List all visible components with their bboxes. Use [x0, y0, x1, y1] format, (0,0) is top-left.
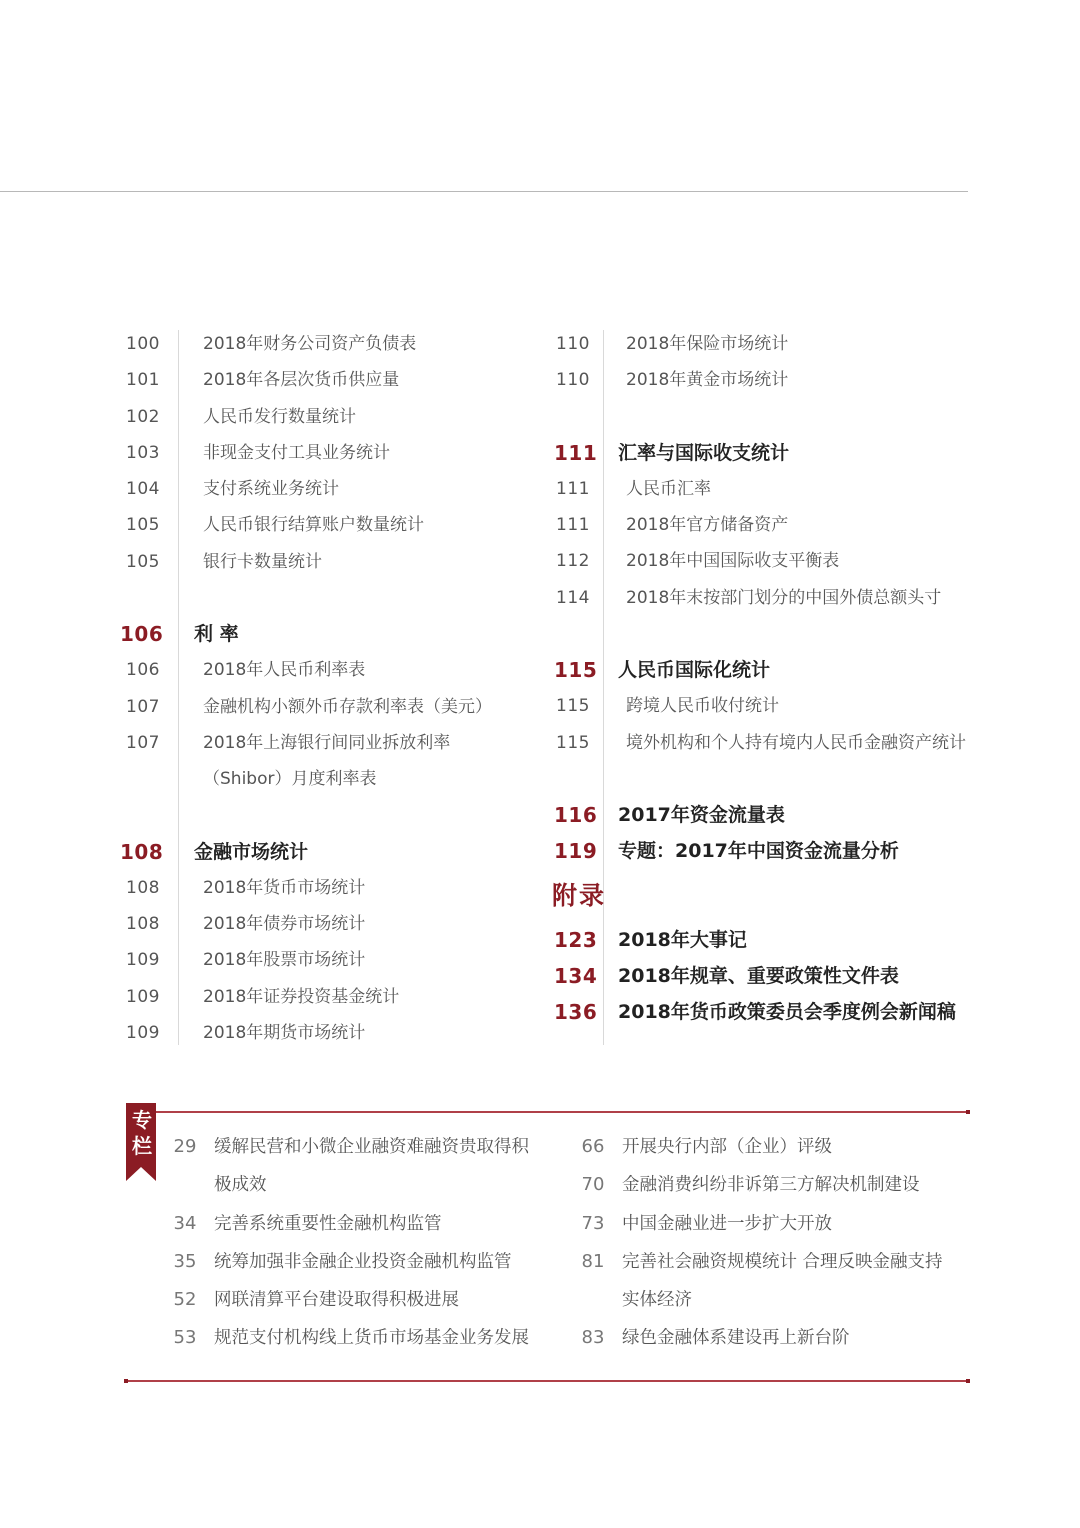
- toc-section-heading[interactable]: [548, 922, 988, 958]
- section-title: 金融市场统计: [194, 840, 309, 863]
- toc-section-heading[interactable]: [548, 652, 988, 688]
- toc-section-heading[interactable]: [548, 958, 988, 994]
- toc-entry[interactable]: [118, 761, 548, 797]
- entry-title: 2018年中国国际收支平衡表: [626, 551, 840, 572]
- toc-entry[interactable]: [118, 471, 548, 507]
- page-number: 104: [126, 479, 160, 500]
- page-number: 108: [126, 877, 160, 898]
- toc-entry[interactable]: [548, 688, 988, 724]
- toc-entry[interactable]: [118, 399, 548, 435]
- page-number: 103: [126, 442, 160, 463]
- toc-column-right: [548, 326, 988, 1030]
- page-number: 115: [554, 658, 598, 683]
- entry-title: 非现金支付工具业务统计: [203, 442, 390, 463]
- page-number: 83: [581, 1327, 605, 1349]
- toc-entry[interactable]: [548, 507, 988, 543]
- entry-title: 完善社会融资规模统计 合理反映金融支持: [622, 1251, 943, 1272]
- page-number: 112: [556, 551, 590, 572]
- page-number: 109: [126, 1023, 160, 1044]
- page-number: 107: [126, 696, 160, 717]
- toc-entry[interactable]: [118, 870, 548, 906]
- page-number: 105: [126, 515, 160, 536]
- toc-entry[interactable]: [118, 689, 548, 725]
- page-number: 35: [173, 1250, 197, 1272]
- toc-entry[interactable]: [548, 362, 988, 398]
- toc-section-heading[interactable]: [548, 797, 988, 833]
- entry-title: 实体经济: [622, 1290, 692, 1311]
- page-number: 81: [581, 1250, 605, 1272]
- top-divider: [0, 191, 968, 192]
- page-number: 111: [556, 515, 590, 536]
- entry-title: 2018年财务公司资产负债表: [203, 334, 417, 354]
- toc-entry[interactable]: [548, 471, 988, 507]
- entry-title: 2018年官方储备资产: [626, 515, 789, 536]
- entry-title: 境外机构和个人持有境内人民币金融资产统计: [626, 732, 966, 753]
- page-number: 105: [126, 551, 160, 572]
- entry-title: 人民币银行结算账户数量统计: [203, 515, 424, 536]
- entry-title: 人民币汇率: [626, 478, 711, 499]
- entry-title: 2018年期货市场统计: [203, 1023, 366, 1044]
- page-number: 106: [126, 660, 160, 681]
- special-column-top-rule: [126, 1111, 968, 1113]
- entry-title: 极成效: [214, 1175, 267, 1196]
- page-number: 34: [173, 1212, 197, 1234]
- entry-title: 2018年债券市场统计: [203, 914, 366, 935]
- page-number: 136: [554, 1000, 598, 1025]
- toc-entry[interactable]: [118, 544, 548, 580]
- toc-section-heading[interactable]: [548, 833, 988, 869]
- entry-title: 开展央行内部（企业）评级: [622, 1137, 832, 1157]
- toc-entry[interactable]: [548, 543, 988, 579]
- page-number: 102: [126, 406, 160, 427]
- section-title: 专题：2017年中国资金流量分析: [618, 840, 899, 863]
- page-number: 101: [126, 370, 160, 391]
- section-title: 利 率: [194, 623, 239, 646]
- page-number: 70: [581, 1174, 605, 1196]
- entry-title: 2018年末按部门划分的中国外债总额头寸: [626, 587, 942, 608]
- appendix-title: 附录: [552, 880, 607, 910]
- page-number: 115: [556, 696, 590, 717]
- entry-title: 2018年货币市场统计: [203, 877, 366, 898]
- toc-section-heading[interactable]: [118, 616, 548, 652]
- page-number: 100: [126, 334, 160, 354]
- entry-title: 缓解民营和小微企业融资难融资贵取得积: [214, 1137, 529, 1157]
- entry-title: 2018年保险市场统计: [626, 334, 789, 354]
- toc-entry[interactable]: [118, 725, 548, 761]
- toc-entry[interactable]: [118, 652, 548, 688]
- page-number: 123: [554, 927, 598, 952]
- toc-entry[interactable]: [118, 979, 548, 1015]
- page-number: 109: [126, 986, 160, 1007]
- page-number: 53: [173, 1327, 197, 1349]
- section-title: 2018年货币政策委员会季度例会新闻稿: [618, 1001, 956, 1024]
- page-number: 106: [120, 622, 164, 647]
- entry-title: 网联清算平台建设取得积极进展: [214, 1290, 459, 1311]
- entry-title: 支付系统业务统计: [203, 479, 339, 500]
- page-number: 111: [556, 478, 590, 499]
- toc-entry[interactable]: [118, 362, 548, 398]
- toc-entry[interactable]: [118, 942, 548, 978]
- entry-title: 2018年股票市场统计: [203, 950, 366, 971]
- section-title: 人民币国际化统计: [618, 659, 771, 682]
- entry-title: 人民币发行数量统计: [203, 406, 356, 427]
- toc-entry[interactable]: [118, 435, 548, 471]
- section-title: 2018年规章、重要政策性文件表: [618, 964, 899, 987]
- page-number: 66: [581, 1136, 605, 1157]
- appendix-heading: [548, 870, 988, 922]
- page-number: 107: [126, 732, 160, 753]
- page-number: 116: [554, 802, 598, 827]
- page-number: 114: [556, 587, 590, 608]
- toc-entry[interactable]: [548, 326, 988, 362]
- toc-entry[interactable]: [118, 1015, 548, 1051]
- toc-section-heading[interactable]: [548, 435, 988, 471]
- special-column-bottom-rule: [126, 1380, 968, 1382]
- toc-section-heading[interactable]: [548, 994, 988, 1030]
- entry-title: 金融消费纠纷非诉第三方解决机制建设: [622, 1175, 920, 1196]
- entry-title: 绿色金融体系建设再上新台阶: [622, 1328, 850, 1349]
- section-title: 2017年资金流量表: [618, 803, 785, 826]
- page-number: 109: [126, 950, 160, 971]
- toc-entry[interactable]: [548, 580, 988, 616]
- special-column-label: 专栏: [132, 1108, 152, 1158]
- toc-entry[interactable]: [118, 326, 548, 362]
- page-number: 108: [120, 839, 164, 864]
- page-number: 52: [173, 1289, 197, 1311]
- entry-title: 规范支付机构线上货币市场基金业务发展: [214, 1328, 529, 1349]
- toc-column-left: [118, 326, 548, 1051]
- page-number: 115: [556, 732, 590, 753]
- entry-title: 统筹加强非金融企业投资金融机构监管: [214, 1251, 512, 1272]
- entry-title: 完善系统重要性金融机构监管: [214, 1213, 442, 1234]
- toc-section-heading[interactable]: [118, 834, 548, 870]
- entry-title: 2018年上海银行间同业拆放利率: [203, 732, 451, 753]
- entry-title: 2018年证券投资基金统计: [203, 986, 400, 1007]
- entry-title: 2018年人民币利率表: [203, 660, 366, 681]
- entry-title: 银行卡数量统计: [203, 551, 322, 572]
- entry-title: 中国金融业进一步扩大开放: [622, 1213, 832, 1234]
- page-number: 110: [556, 334, 590, 354]
- section-title: 汇率与国际收支统计: [618, 441, 790, 464]
- page-number: 119: [554, 839, 598, 864]
- page-number: 134: [554, 963, 598, 988]
- toc-entry[interactable]: [548, 725, 988, 761]
- page-number: 108: [126, 914, 160, 935]
- page-number: 29: [173, 1136, 197, 1157]
- entry-title: 2018年黄金市场统计: [626, 370, 789, 391]
- entry-title: （Shibor）月度利率表: [203, 769, 377, 790]
- toc-entry[interactable]: [118, 906, 548, 942]
- section-title: 2018年大事记: [618, 928, 747, 951]
- entry-title: 金融机构小额外币存款利率表（美元）: [203, 696, 492, 717]
- entry-title: 2018年各层次货币供应量: [203, 370, 400, 391]
- entry-title: 跨境人民币收付统计: [626, 696, 779, 717]
- page-number: 111: [554, 440, 598, 465]
- page-number: 73: [581, 1212, 605, 1234]
- page-number: 110: [556, 370, 590, 391]
- toc-entry[interactable]: [118, 507, 548, 543]
